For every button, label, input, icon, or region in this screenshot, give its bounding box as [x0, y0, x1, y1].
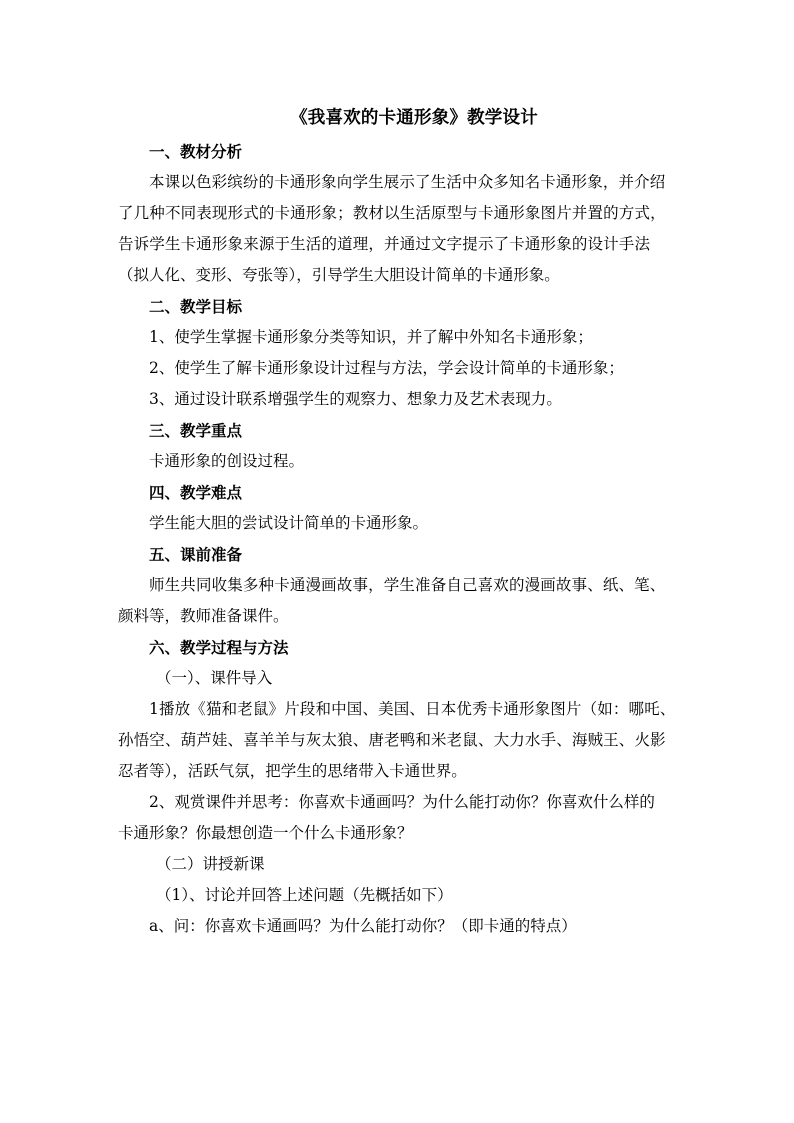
section-heading-process-methods: 六、教学过程与方法	[149, 638, 289, 657]
section-heading-preparation: 五、课前准备	[149, 545, 243, 564]
paragraph-line: 忍者等），活跃气氛，把学生的思绪带入卡通世界。	[118, 762, 467, 780]
section-heading-textbook-analysis: 一、教材分析	[149, 142, 243, 161]
paragraph-line: 1播放《猫和老鼠》片段和中国、美国、日本优秀卡通形象图片（如：哪吒、	[149, 700, 676, 718]
paragraph-line: 颜料等，教师准备课件。	[118, 607, 289, 625]
subsection-heading-new-lesson: （二）讲授新课	[156, 855, 265, 873]
section-heading-difficulties: 四、教学难点	[149, 483, 243, 502]
paragraph-line: 2、观赏课件并思考：你喜欢卡通画吗？为什么能打动你？你喜欢什么样的	[149, 793, 655, 811]
document-body	[118, 104, 690, 942]
document-title: 《我喜欢的卡通形象》教学设计	[290, 108, 538, 128]
section-heading-key-points: 三、教学重点	[149, 421, 243, 440]
paragraph-line: 本课以色彩缤纷的卡通形象向学生展示了生活中众多知名卡通形象，并介绍	[149, 173, 666, 191]
paragraph-line: 师生共同收集多种卡通漫画故事，学生准备自己喜欢的漫画故事、纸、笔、	[149, 576, 666, 594]
paragraph-line: 孙悟空、葫芦娃、喜羊羊与灰太狼、唐老鸭和米老鼠、大力水手、海贼王、火影	[118, 731, 666, 749]
subsection-item-discussion: （1）、讨论并回答上述问题（先概括如下）	[156, 886, 453, 904]
paragraph-line: 卡通形象？你最想创造一个什么卡通形象？	[118, 824, 413, 842]
paragraph-line: 告诉学生卡通形象来源于生活的道理，并通过文字提示了卡通形象的设计手法	[118, 235, 651, 253]
paragraph-line: 了几种不同表现形式的卡通形象；教材以生活原型与卡通形象图片并置的方式，	[118, 204, 666, 222]
paragraph-line: 学生能大胆的尝试设计简单的卡通形象。	[149, 514, 429, 532]
paragraph-line: （拟人化、变形、夸张等），引导学生大胆设计简单的卡通形象。	[118, 266, 560, 284]
goal-item-3: 3、通过设计联系增强学生的观察力、想象力及艺术表现力。	[149, 390, 562, 408]
goal-item-1: 1、使学生掌握卡通形象分类等知识，并了解中外知名卡通形象；	[149, 328, 593, 346]
paragraph-line: 卡通形象的创设过程。	[149, 452, 305, 470]
subsection-heading-courseware-intro: （一）、课件导入	[156, 669, 273, 687]
goal-item-2: 2、使学生了解卡通形象设计过程与方法，学会设计简单的卡通形象；	[149, 359, 624, 377]
section-heading-teaching-goals: 二、教学目标	[149, 297, 243, 316]
paragraph-line: a、问：你喜欢卡通画吗？为什么能打动你？（即卡通的特点）	[149, 917, 577, 935]
